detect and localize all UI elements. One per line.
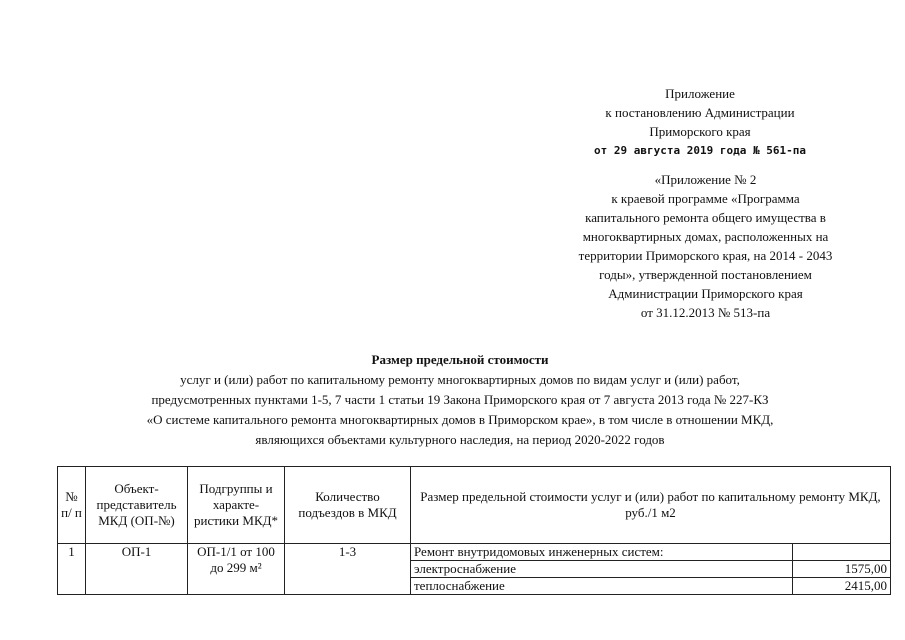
header-cost: Размер предельной стоимости услуг и (или) работ по капитальному ремонту МКД, руб./1 м2 bbox=[411, 467, 891, 544]
cell-entrances: 1-3 bbox=[285, 544, 411, 595]
cell-work-name: электроснабжение bbox=[411, 561, 793, 578]
cost-table bbox=[57, 466, 891, 595]
cell-empty-value bbox=[793, 544, 891, 561]
header-object: Объект-представитель МКД (ОП-№) bbox=[86, 467, 188, 544]
document-title bbox=[60, 350, 860, 450]
cell-subgroup: ОП-1/1 от 100 до 299 м² bbox=[188, 544, 285, 595]
appendix-line: Приложение bbox=[665, 86, 735, 101]
table-row bbox=[58, 544, 891, 561]
title-line: «О системе капитального ремонта многоквартирных домов в Приморском крае», в том числе в отношении МКД, bbox=[146, 412, 774, 427]
appendix-2-line: «Приложение № 2 bbox=[654, 172, 757, 187]
appendix-2-header bbox=[553, 170, 858, 322]
appendix-2-line: к краевой программе «Программа bbox=[611, 191, 800, 206]
appendix-2-line: Администрации Приморского края bbox=[608, 286, 803, 301]
header-entrances: Количество подъездов в МКД bbox=[285, 467, 411, 544]
cell-number: 1 bbox=[58, 544, 86, 595]
cell-work-name: теплоснабжение bbox=[411, 578, 793, 595]
header-subgroup: Подгруппы и характе-ристики МКД* bbox=[188, 467, 285, 544]
cell-work-value: 1575,00 bbox=[793, 561, 891, 578]
title-line: являющихся объектами культурного наследия, на период 2020-2022 годов bbox=[255, 432, 665, 447]
cell-work-value: 2415,00 bbox=[793, 578, 891, 595]
appendix-2-line: капитального ремонта общего имущества в bbox=[585, 210, 826, 225]
title-line: услуг и (или) работ по капитальному ремонту многоквартирных домов по видам услуг и (или) работ, bbox=[180, 372, 740, 387]
header-number: № п/ п bbox=[58, 467, 86, 544]
cell-work-section: Ремонт внутридомовых инженерных систем: bbox=[411, 544, 793, 561]
appendix-2-line: годы», утвержденной постановлением bbox=[599, 267, 812, 282]
appendix-line: Приморского края bbox=[649, 124, 751, 139]
appendix-2-line: от 31.12.2013 № 513-па bbox=[640, 305, 771, 320]
resolution-date-stamp: от 29 августа 2019 года № 561-па bbox=[594, 144, 806, 157]
table-header-row bbox=[58, 467, 891, 544]
cell-object: ОП-1 bbox=[86, 544, 188, 595]
title-line: предусмотренных пунктами 1-5, 7 части 1 статьи 19 Закона Приморского края от 7 августа 2013 года № 227-КЗ bbox=[151, 392, 769, 407]
appendix-header bbox=[560, 84, 840, 160]
appendix-2-line: многоквартирных домах, расположенных на bbox=[582, 229, 829, 244]
title-heading: Размер предельной стоимости bbox=[371, 352, 549, 367]
appendix-line: к постановлению Администрации bbox=[605, 105, 795, 120]
appendix-2-line: территории Приморского края, на 2014 - 2043 bbox=[578, 248, 833, 263]
